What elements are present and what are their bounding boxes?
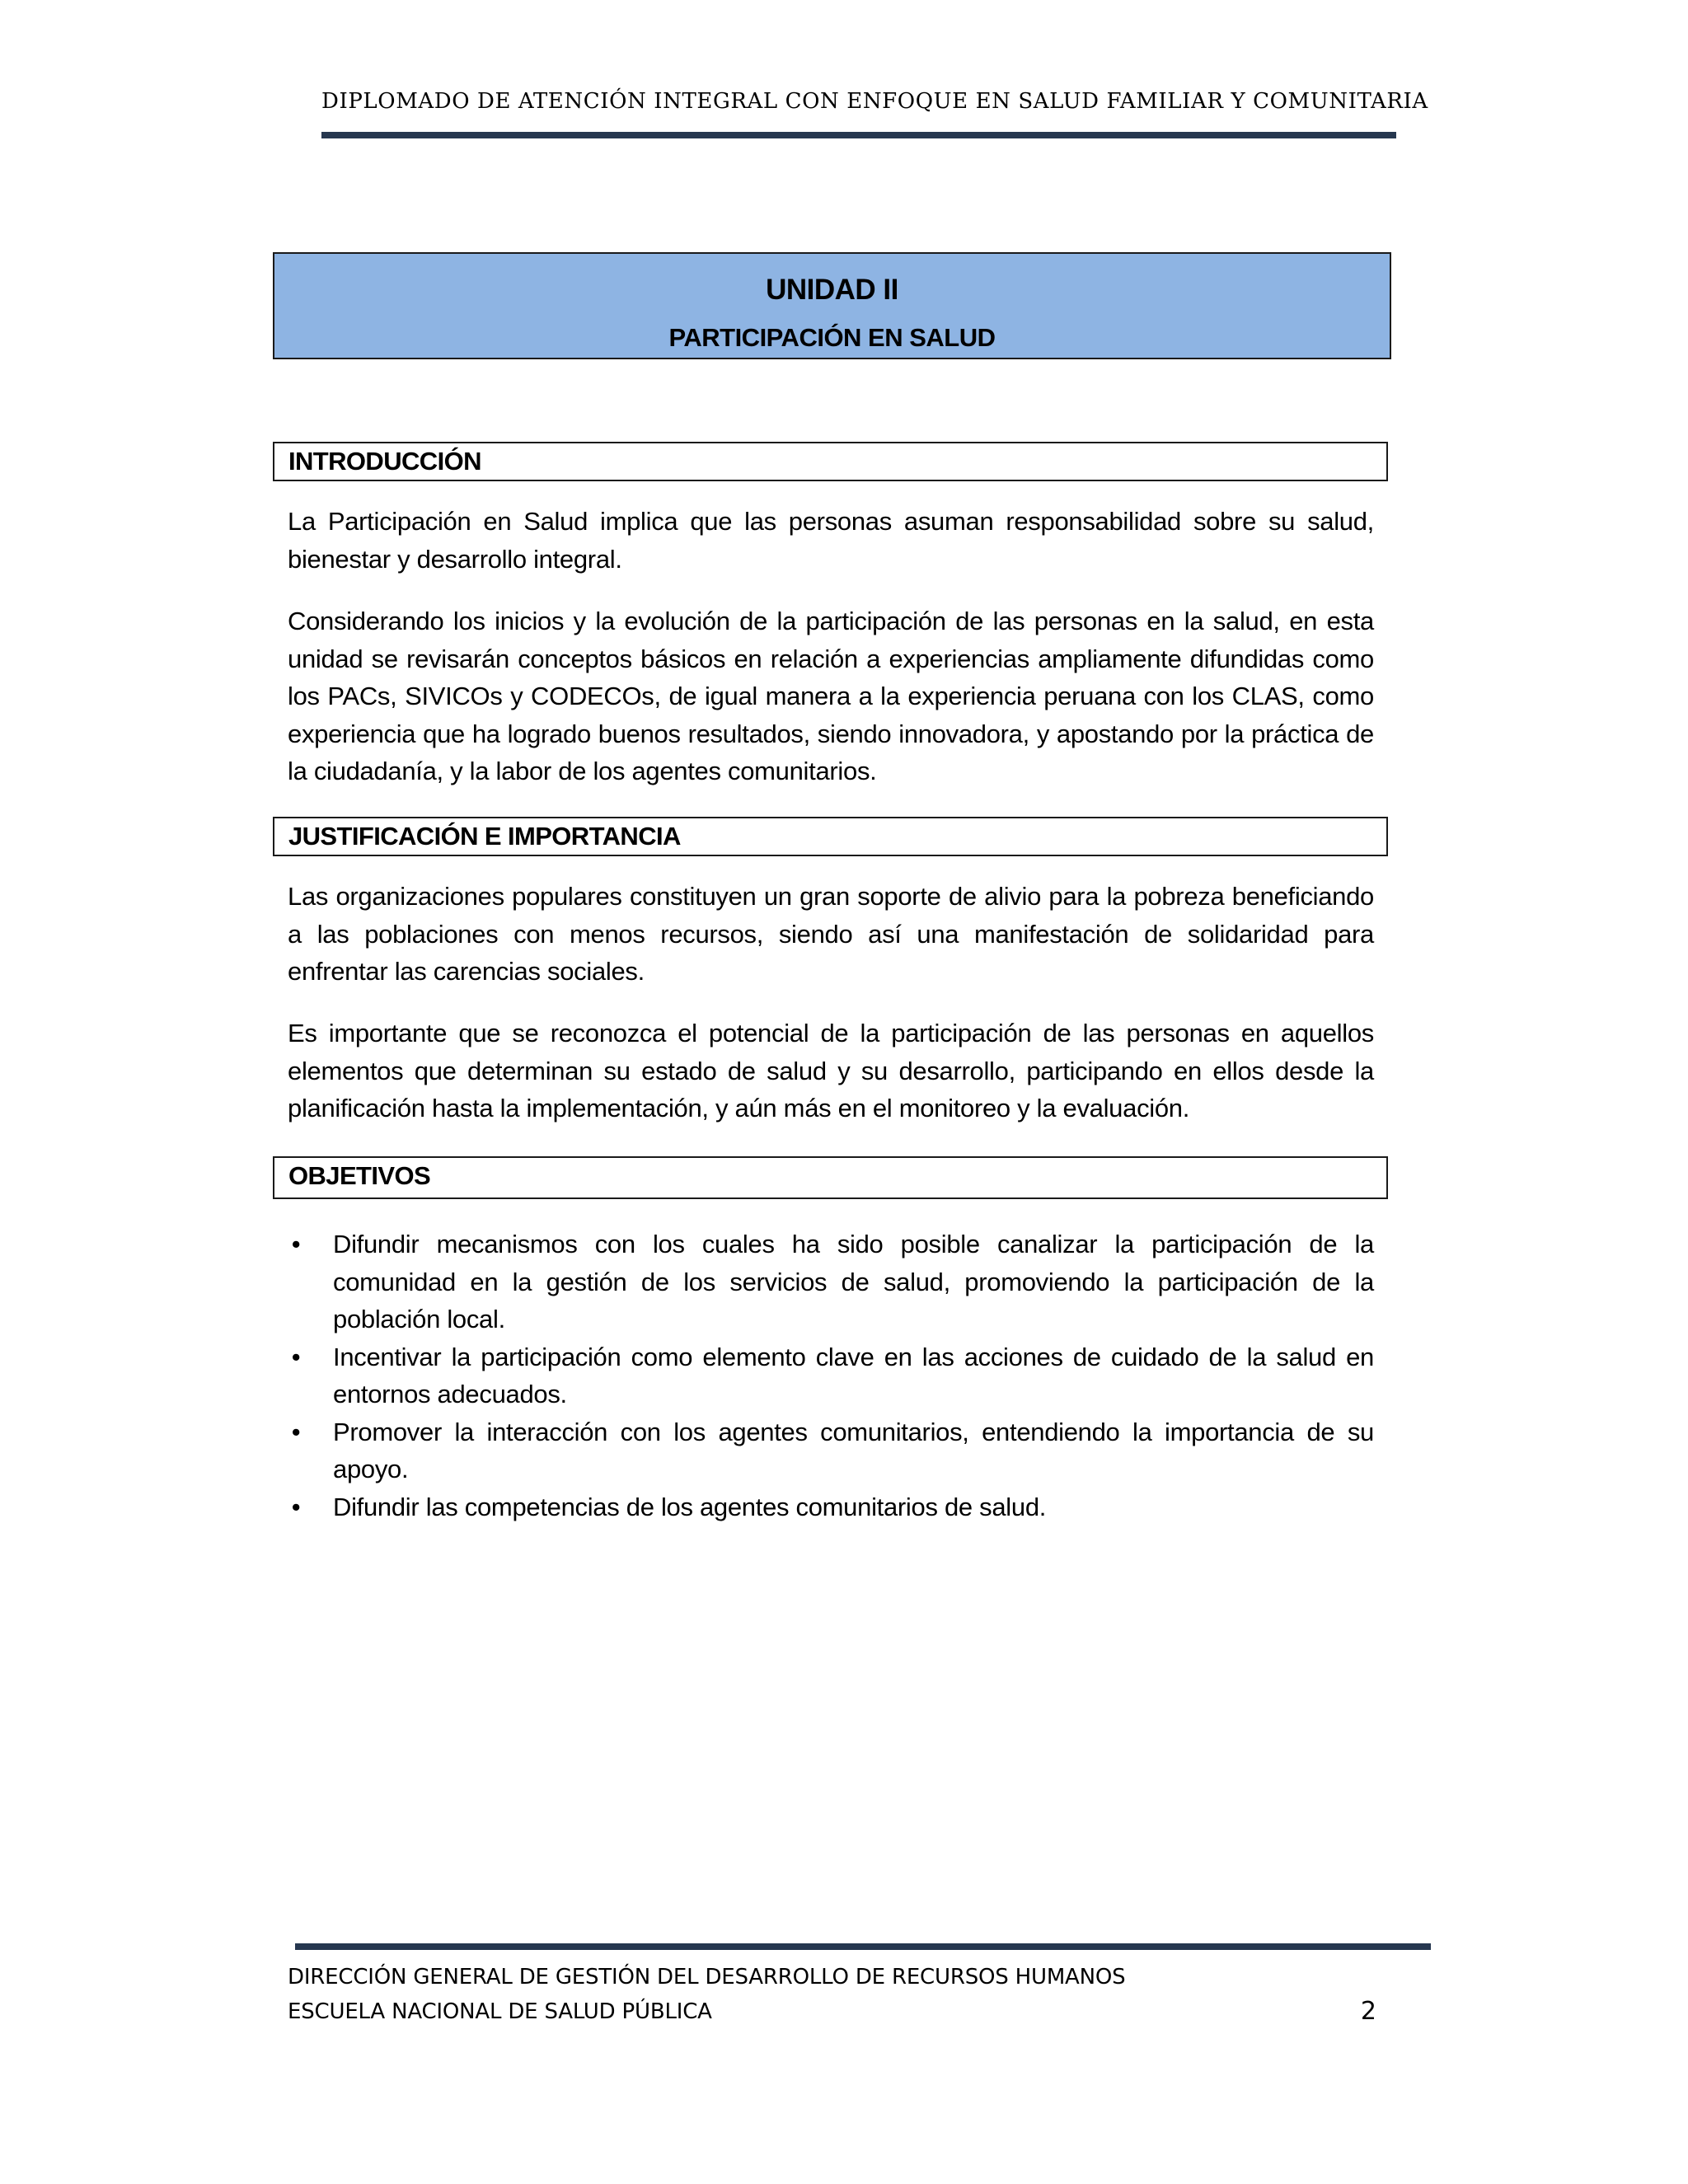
- introduction-paragraph-2: Considerando los inicios y la evolución de la participación de las personas en la salud, en esta unidad se revisarán conceptos básicos en relación a experiencias ampliamente difundidas como los PACs, SIVICOs y CODECOs, de igual manera a la experiencia peruana con los CLAS, como experiencia que ha logrado buenos resultados, siendo innovadora, y apostando por la práctica de la ciudadanía, y la labor de los agentes comunitarios.: [288, 607, 1374, 785]
- list-item: [288, 1413, 1374, 1488]
- list-item: [288, 1226, 1374, 1338]
- bullet-icon: •: [291, 1492, 301, 1521]
- unit-title: UNIDAD II: [766, 274, 898, 306]
- unit-subtitle: PARTICIPACIÓN EN SALUD: [668, 323, 996, 352]
- unit-title-box: [273, 252, 1391, 359]
- objective-text: Difundir las competencias de los agentes comunitarios de salud.: [333, 1492, 1047, 1521]
- section-heading-introduction: [273, 442, 1388, 481]
- section-heading-objectives-label: OBJETIVOS: [288, 1161, 431, 1190]
- section-heading-introduction-label: INTRODUCCIÓN: [288, 447, 481, 476]
- section-heading-objectives: [273, 1156, 1388, 1199]
- section-heading-justification: [273, 817, 1388, 856]
- bullet-icon: •: [291, 1417, 301, 1446]
- header-divider: [321, 132, 1396, 138]
- footer-divider: [295, 1943, 1431, 1950]
- document-header-title: DIPLOMADO DE ATENCIÓN INTEGRAL CON ENFOQUE EN SALUD FAMILIAR Y COMUNITARIA: [321, 89, 1428, 114]
- section-heading-justification-label: JUSTIFICACIÓN E IMPORTANCIA: [288, 822, 681, 851]
- objectives-list: [288, 1226, 1374, 1526]
- bullet-icon: •: [291, 1230, 301, 1258]
- footer-line-1: DIRECCIÓN GENERAL DE GESTIÓN DEL DESARROLLO DE RECURSOS HUMANOS: [288, 1965, 1126, 1990]
- bullet-icon: •: [291, 1342, 301, 1371]
- footer-line-2: ESCUELA NACIONAL DE SALUD PÚBLICA: [288, 1999, 712, 2024]
- objective-text: Promover la interacción con los agentes comunitarios, entendiendo la importancia de su apoyo.: [333, 1417, 1374, 1483]
- list-item: [288, 1488, 1374, 1526]
- page-number: 2: [1360, 1997, 1376, 2026]
- justification-paragraph-2: Es importante que se reconozca el potencial de la participación de las personas en aquellos elementos que determinan su estado de salud y su desarrollo, participando en ellos desde la planificación hasta la implementación, y aún más en el monitoreo y la evaluación.: [288, 1019, 1374, 1122]
- objective-text: Difundir mecanismos con los cuales ha sido posible canalizar la participación de la comunidad en la gestión de los servicios de salud, promoviendo la participación de la población local.: [333, 1230, 1374, 1333]
- justification-paragraph-1: Las organizaciones populares constituyen un gran soporte de alivio para la pobreza beneficiando a las poblaciones con menos recursos, siendo así una manifestación de solidaridad para enfrentar las carencias sociales.: [288, 882, 1374, 986]
- list-item: [288, 1338, 1374, 1413]
- introduction-paragraph-1: La Participación en Salud implica que las personas asuman responsabilidad sobre su salud, bienestar y desarrollo integral.: [288, 507, 1374, 574]
- objective-text: Incentivar la participación como elemento clave en las acciones de cuidado de la salud en entornos adecuados.: [333, 1342, 1374, 1408]
